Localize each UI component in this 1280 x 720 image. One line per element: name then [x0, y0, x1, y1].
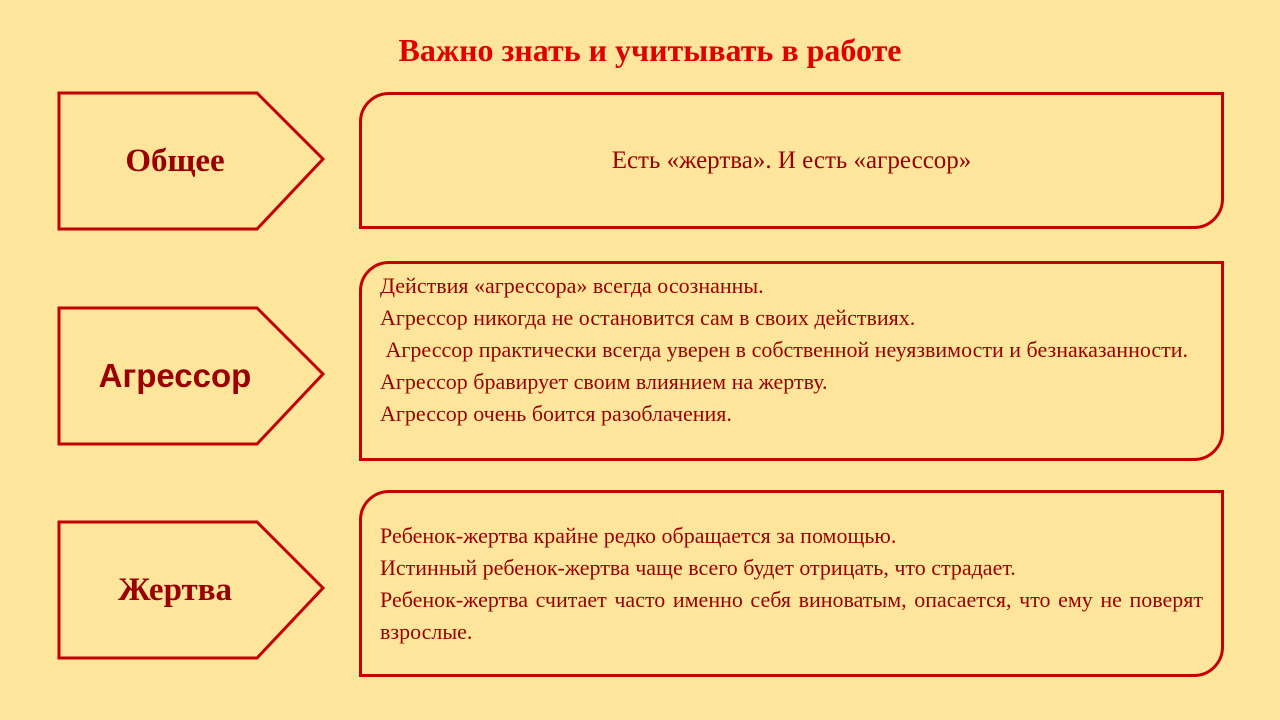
label-aggressor [57, 306, 327, 446]
box-victim [359, 490, 1224, 677]
victim-line: Ребенок-жертва крайне редко обращается за помощью. [380, 522, 897, 548]
label-aggressor-text: Агрессор [98, 357, 252, 394]
label-general-text: Общее [125, 142, 225, 179]
label-general [57, 91, 327, 231]
victim-line: Истинный ребенок-жертва чаще всего будет отрицать, что страдает. [380, 554, 1016, 580]
box-aggressor [359, 261, 1224, 461]
label-victim-text: Жертва [117, 571, 233, 608]
label-victim [57, 520, 327, 660]
aggressor-line: Агрессор очень боится разоблачения. [380, 401, 732, 426]
general-line: Есть «жертва». И есть «агрессор» [611, 146, 972, 174]
slide-title: Важно знать и учитывать в работе [398, 32, 902, 68]
aggressor-line: Агрессор практически всегда уверен в собственной неуязвимости и безнаказанности. [380, 337, 1189, 362]
victim-line: Ребенок-жертва считает часто именно себя виноватым, опасается, что ему не поверят взрослые. [380, 586, 1209, 644]
box-general [359, 92, 1224, 229]
aggressor-line: Действия «агрессора» всегда осознанны. [380, 273, 764, 298]
aggressor-line: Агрессор бравирует своим влиянием на жертву. [380, 369, 828, 394]
aggressor-line: Агрессор никогда не остановится сам в своих действиях. [380, 305, 916, 330]
